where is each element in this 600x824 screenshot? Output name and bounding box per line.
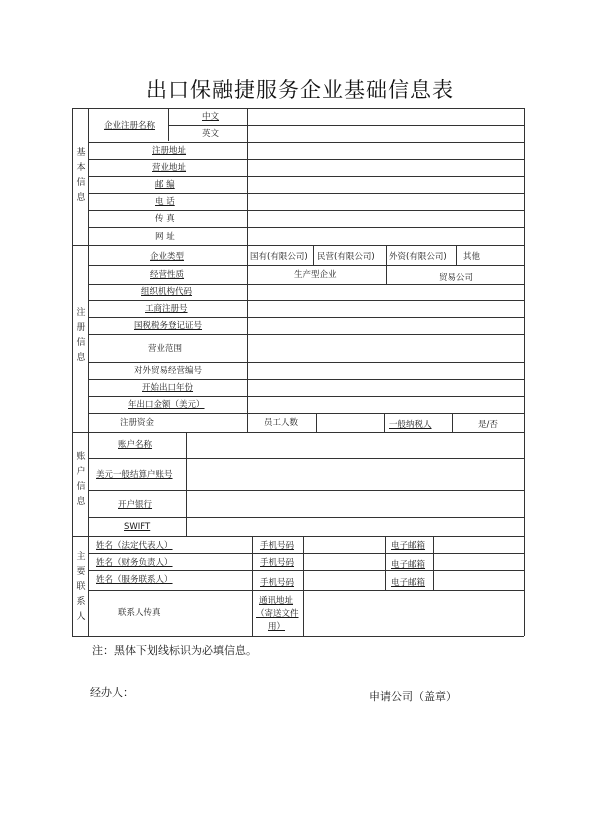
op-address-label: 营业地址 <box>152 163 187 173</box>
trade-reg-no-label: 对外贸易经营编号 <box>134 366 203 376</box>
general-taxpayer-yes-no: 是/否 <box>478 420 498 430</box>
row-divider <box>88 317 524 318</box>
table-bottom-border <box>72 636 524 637</box>
label-column-divider <box>186 432 187 536</box>
section-label-register: 注册信息 <box>76 308 86 363</box>
tax-reg-no-label: 国税税务登记证号 <box>134 321 203 331</box>
email-label-2: 电子邮箱 <box>391 560 426 570</box>
cell-divider <box>384 413 385 432</box>
export-start-year-label: 开始出口年份 <box>142 383 194 393</box>
service-contact-label: 姓名（服务联系人） <box>96 575 173 585</box>
website-label: 网 址 <box>155 232 175 242</box>
biz-scope-label: 营业范围 <box>148 344 183 354</box>
cell-divider <box>433 536 434 590</box>
applicant-seal-label: 申请公司（盖章） <box>369 690 457 703</box>
section-label-basic: 基本信息 <box>76 148 86 203</box>
type-private-option: 民营(有限公司) <box>317 252 375 262</box>
legal-rep-label: 姓名（法定代表人） <box>96 541 173 551</box>
section-label-contact: 主要联系人 <box>76 552 86 622</box>
cell-divider <box>303 590 304 636</box>
phone-label: 电 话 <box>155 197 175 207</box>
email-label-1: 电子邮箱 <box>391 541 426 551</box>
cell-divider <box>385 536 386 590</box>
staff-count-label: 员工人数 <box>264 418 299 428</box>
row-divider <box>88 227 524 228</box>
row-divider <box>88 396 524 397</box>
mail-address-label: 用） <box>268 622 286 632</box>
fax-label: 传 真 <box>155 214 175 224</box>
contact-fax-label: 联系人传真 <box>118 608 161 618</box>
postcode-label: 邮 编 <box>155 180 175 190</box>
row-divider <box>88 490 524 491</box>
row-divider <box>168 125 524 126</box>
row-divider <box>88 193 524 194</box>
biz-reg-no-label: 工商注册号 <box>145 304 188 314</box>
nature-manufacturer-option: 生产型企业 <box>294 270 337 280</box>
table-right-border <box>524 108 525 636</box>
row-divider <box>88 553 524 554</box>
row-divider <box>88 413 524 414</box>
table-left-border <box>72 108 73 636</box>
mobile-label-2: 手机号码 <box>260 558 295 568</box>
nature-trader-option: 贸易公司 <box>439 273 474 283</box>
mobile-label-1: 手机号码 <box>260 541 295 551</box>
cell-divider <box>386 245 387 284</box>
table-top-border <box>72 108 524 109</box>
row-divider <box>88 517 524 518</box>
row-divider <box>88 458 524 459</box>
account-name-label: 账户名称 <box>118 440 153 450</box>
cell-divider <box>303 536 304 590</box>
row-divider <box>88 334 524 335</box>
org-code-label: 组织机构代码 <box>141 287 193 297</box>
section-divider <box>72 536 524 537</box>
section-label-account: 账户信息 <box>76 452 86 507</box>
row-divider <box>88 210 524 211</box>
reg-address-label: 注册地址 <box>152 146 187 156</box>
business-nature-label: 经营性质 <box>150 270 185 280</box>
row-divider <box>88 379 524 380</box>
row-divider <box>88 284 524 285</box>
company-name-en-label: 英文 <box>202 129 220 139</box>
annual-export-label: 年出口金额（美元） <box>128 400 205 410</box>
mail-address-label: 通讯地址 <box>259 596 294 606</box>
label-column-divider <box>247 245 248 432</box>
company-name-cn-label: 中文 <box>202 112 220 122</box>
row-divider <box>88 300 524 301</box>
row-divider <box>88 265 524 266</box>
company-name-label: 企业注册名称 <box>104 121 156 131</box>
row-divider <box>88 570 524 571</box>
type-foreign-option: 外资(有限公司) <box>389 252 447 262</box>
company-type-label: 企业类型 <box>150 252 185 262</box>
page-title: 出口保融捷服务企业基础信息表 <box>146 78 454 102</box>
section-column-divider <box>88 108 89 636</box>
row-divider <box>88 590 524 591</box>
mail-address-label: （寄送文件 <box>256 609 299 619</box>
mobile-label-3: 手机号码 <box>260 578 295 588</box>
row-divider <box>88 159 524 160</box>
row-divider <box>88 176 524 177</box>
section-divider <box>72 432 524 433</box>
type-state-option: 国有(有限公司) <box>250 252 308 262</box>
reg-capital-label: 注册资金 <box>120 418 155 428</box>
cell-divider <box>316 413 317 432</box>
finance-head-label: 姓名（财务负责人） <box>96 558 173 568</box>
bank-label: 开户银行 <box>118 500 153 510</box>
usd-account-label: 美元一般结算户账号 <box>96 470 173 480</box>
row-divider <box>88 142 524 143</box>
type-other-option: 其他 <box>463 252 481 262</box>
row-divider <box>88 362 524 363</box>
email-label-3: 电子邮箱 <box>391 578 426 588</box>
required-fields-note: 注：黑体下划线标识为必填信息。 <box>92 644 257 657</box>
cell-divider <box>456 245 457 265</box>
cell-divider <box>452 413 453 432</box>
cell-divider <box>313 245 314 265</box>
cell-divider <box>252 536 253 636</box>
handler-label: 经办人： <box>90 686 134 699</box>
swift-label: SWIFT <box>124 522 151 532</box>
general-taxpayer-label: 一般纳税人 <box>389 420 432 430</box>
